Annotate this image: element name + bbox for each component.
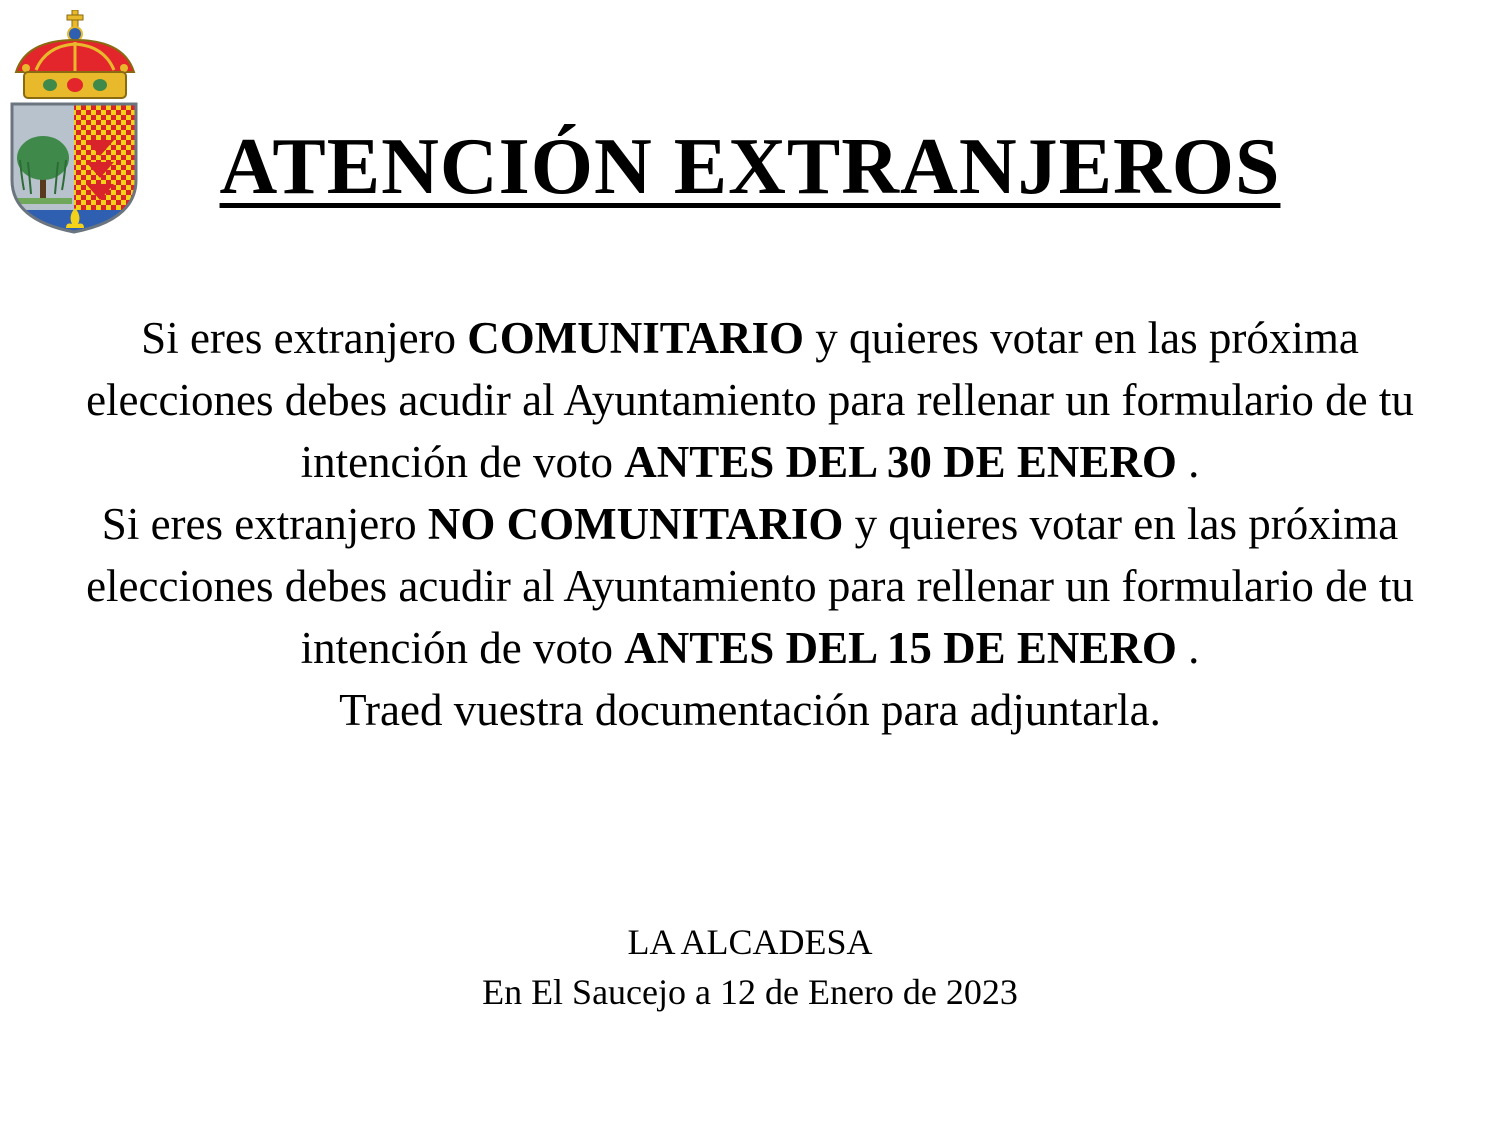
paragraph-comunitario xyxy=(60,307,1440,493)
title-text: ATENCIÓN EXTRANJEROS xyxy=(219,123,1281,211)
text-segment: y quieres votar en las próxima elecciones debes acudir al Ayuntamiento para rellenar un formulario de tu intención de voto xyxy=(86,499,1414,673)
page-title xyxy=(0,122,1500,212)
text-segment: . xyxy=(1176,437,1200,487)
deadline-comunitario: ANTES DEL 30 DE ENERO xyxy=(624,437,1177,487)
text-segment: y quieres votar en las próxima elecciones debes acudir al Ayuntamiento para rellenar un formulario de tu intención de voto xyxy=(86,313,1414,487)
deadline-no-comunitario: ANTES DEL 15 DE ENERO xyxy=(624,623,1177,673)
emphasis-no-comunitario: NO COMUNITARIO xyxy=(427,499,844,549)
text-segment: Si eres extranjero xyxy=(141,313,468,363)
text-segment: Si eres extranjero xyxy=(101,499,428,549)
emphasis-comunitario: COMUNITARIO xyxy=(467,313,804,363)
notice-body xyxy=(60,307,1440,741)
signature-place-date: En El Saucejo a 12 de Enero de 2023 xyxy=(482,972,1018,1012)
paragraph-documentation: Traed vuestra documentación para adjuntarla. xyxy=(339,685,1161,735)
paragraph-no-comunitario xyxy=(60,493,1440,679)
signature-role: LA ALCADESA xyxy=(627,922,873,962)
signature-block xyxy=(0,917,1500,1017)
text-segment: . xyxy=(1176,623,1200,673)
